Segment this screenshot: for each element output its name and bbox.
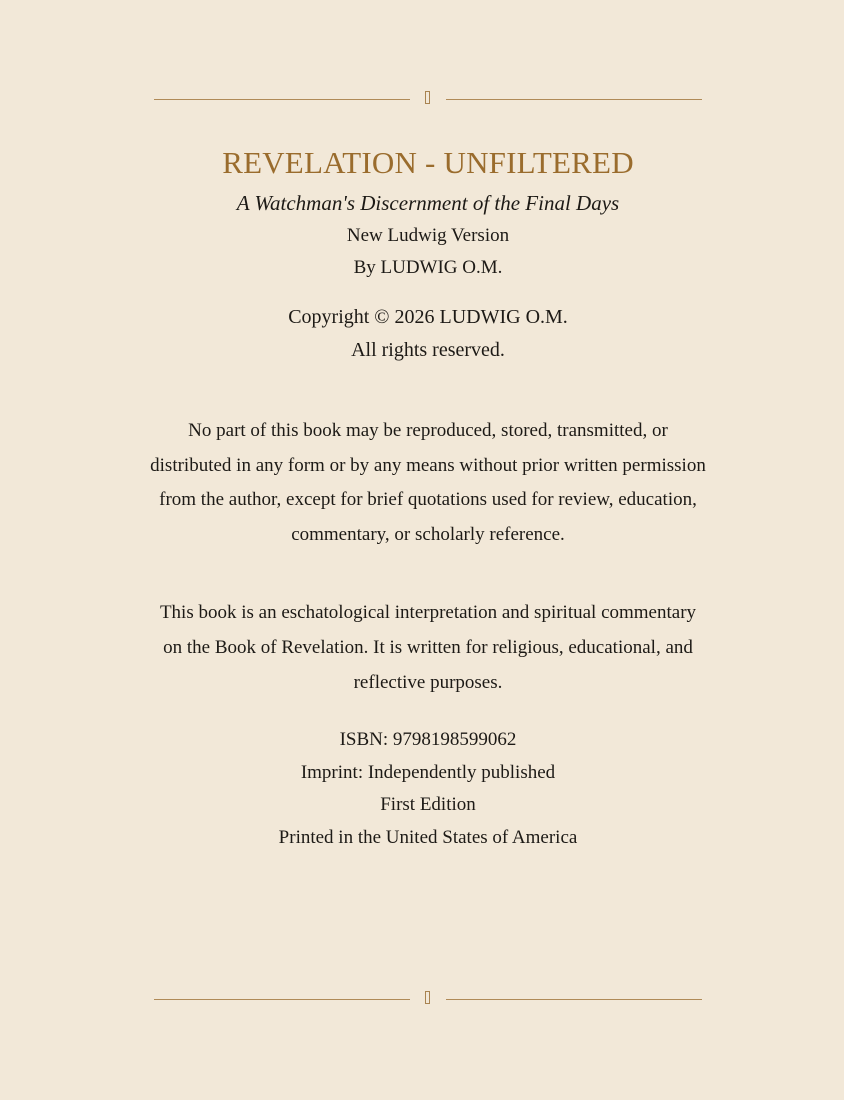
- imprint: Imprint: Independently published: [300, 761, 556, 783]
- edition: First Edition: [380, 794, 476, 816]
- top-right-rule: [446, 99, 702, 100]
- copyright-block: [150, 301, 706, 367]
- top-left-rule: [154, 99, 410, 100]
- copyright-notice: Copyright © 2026 LUDWIG O.M.: [288, 306, 568, 328]
- rights-reserved: All rights reserved.: [351, 339, 505, 361]
- top-ornament: [154, 89, 702, 109]
- author-line: By LUDWIG O.M.: [353, 257, 503, 278]
- version-line: New Ludwig Version: [346, 225, 510, 246]
- isbn: ISBN: 9798198599062: [339, 729, 517, 751]
- bottom-ornament-icon: [425, 991, 430, 1004]
- bottom-right-rule: [446, 999, 702, 1000]
- publication-details: [150, 724, 706, 854]
- bottom-ornament: [154, 989, 702, 1009]
- copyright-page: [150, 142, 706, 854]
- book-subtitle: A Watchman's Discernment of the Final Days: [236, 191, 620, 215]
- bottom-left-rule: [154, 999, 410, 1000]
- permission-paragraph: No part of this book may be reproduced, stored, transmitted, or distributed in any form or by any means without prior written permission from the author, except for brief quotations used for review, education, commentary, or scholarly reference.: [150, 420, 706, 545]
- top-ornament-icon: [425, 91, 430, 104]
- printed-location: Printed in the United States of America: [278, 826, 578, 848]
- book-title: REVELATION - UNFILTERED: [222, 145, 634, 180]
- purpose-paragraph: This book is an eschatological interpretation and spiritual commentary on the Book of Revelation. It is written for religious, educational, and reflective purposes.: [159, 602, 697, 693]
